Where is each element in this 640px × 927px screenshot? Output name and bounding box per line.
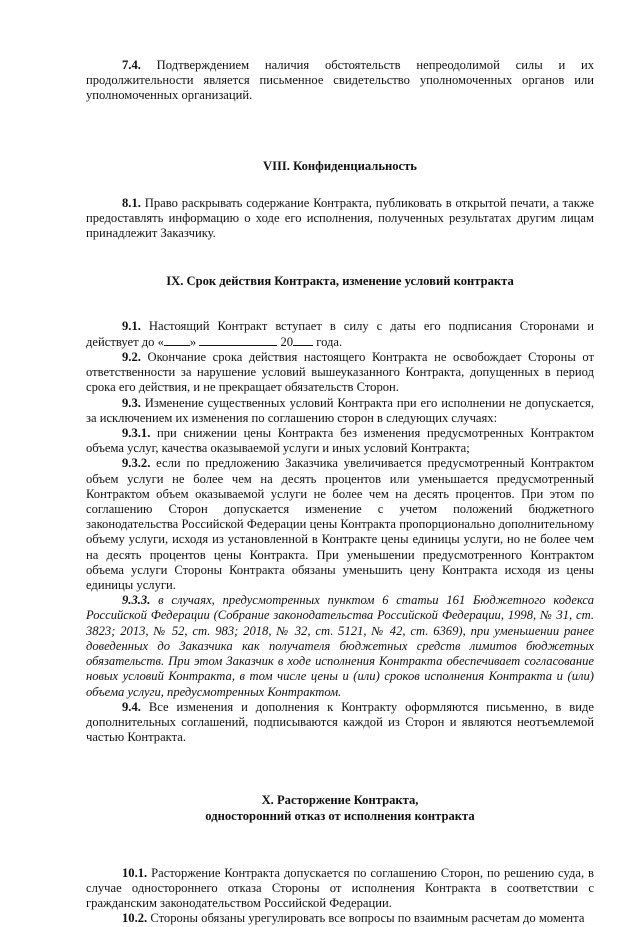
clause-text: года. bbox=[313, 334, 343, 349]
clause-number: 7.4. bbox=[122, 58, 141, 72]
clause-text: Стороны обязаны урегулировать все вопросы по взаимным расчетам до момента bbox=[147, 911, 585, 926]
clause-text: Подтверждением наличия обстоятельств непреодолимой силы и их продолжительности является письменное свидетельство уполномоченных органов или уполномоченных организаций. bbox=[86, 58, 594, 103]
clause-number: 9.2. bbox=[122, 350, 141, 365]
clause-number: 9.1. bbox=[122, 318, 141, 333]
section-heading-10-line1: X. Расторжение Контракта, bbox=[261, 793, 419, 808]
clause-number: 9.4. bbox=[122, 699, 141, 714]
clause-number: 9.3. bbox=[122, 395, 141, 410]
clause-8-1 bbox=[86, 196, 594, 242]
year-blank bbox=[293, 334, 313, 346]
clause-text: Изменение существенных условий Контракта при его исполнении не допускается, за исключением их изменения по соглашению сторон в следующих случаях: bbox=[86, 395, 594, 425]
clause-text: Расторжение Контракта допускается по соглашению Сторон, по решению суда, в случае одностороннего отказа Стороны от исполнения Контракта в соответствии с гражданским законодательством Российской Федерации. bbox=[86, 865, 594, 911]
clause-text: при снижении цены Контракта без изменения предусмотренных Контрактом объема услуг, качества оказываемой услуги и иных условий Контракта; bbox=[86, 426, 594, 456]
clause-text: Окончание срока действия настоящего Контракта не освобождает Стороны от ответственности за нарушение условий вышеуказанного Контракта, допущенных в период срока его действия, и не прекращает обязательств Сторон. bbox=[86, 350, 594, 395]
clause-9-3-3 bbox=[86, 593, 594, 699]
clause-10-1 bbox=[86, 866, 594, 912]
clause-7-4 bbox=[86, 58, 594, 104]
clause-10-2 bbox=[86, 911, 594, 926]
clause-number: 10.1. bbox=[122, 865, 148, 880]
clause-text: Право раскрывать содержание Контракта, публиковать в открытой печати, а также предоставлять информацию о ходе его исполнения, полученных результатах другим лицам принадлежит Заказчику. bbox=[86, 195, 594, 241]
clause-text: 20 bbox=[280, 334, 294, 349]
clause-number: 9.3.3. bbox=[122, 593, 151, 608]
clause-text: Все изменения и дополнения к Контракту оформляются письменно, в виде дополнительных соглашений, подписываются каждой из Сторон и являются неотъемлемой частью Контракта. bbox=[86, 699, 594, 745]
clause-9-2 bbox=[86, 350, 594, 396]
document-page bbox=[86, 58, 594, 927]
clause-9-3 bbox=[86, 396, 594, 426]
clause-number: 8.1. bbox=[122, 195, 141, 210]
clause-text: в случаях, предусмотренных пунктом 6 статьи 161 Бюджетного кодекса Российской Федерации (Собрание законодательства Российской Федерации, 1998, № 31, ст. 3823; 2013, № 52, ст. 983; 2018, № 32, ст. 5121, № 42, ст. 6369), при уменьшении ранее доведенных до Заказчика как получателя бюджетных средств лимитов бюджетных обязательств. При этом Заказчик в ходе исполнения Контракта обеспечивает согласование новых условий Контракта, в том числе цены и (или) сроков исполнения Контракта и (или) объема услуги, предусмотренных Контрактом. bbox=[86, 593, 594, 699]
section-heading-8: VIII. Конфиденциальность bbox=[263, 158, 417, 173]
clause-9-1 bbox=[86, 319, 594, 350]
clause-number: 9.3.2. bbox=[122, 456, 151, 471]
clause-number: 10.2. bbox=[122, 911, 148, 926]
day-blank bbox=[164, 334, 190, 346]
month-blank bbox=[199, 334, 277, 346]
section-heading-10-line2: односторонний отказ от исполнения контракта bbox=[205, 808, 475, 823]
clause-text: » bbox=[189, 334, 197, 349]
clause-text: Настоящий Контракт вступает в силу с даты его подписания Сторонами и действует до « bbox=[86, 318, 594, 349]
clause-text: если по предложению Заказчика увеличивается предусмотренный Контрактом объем услуги не более чем на десять процентов или уменьшается предусмотренный Контрактом объем оказываемой услуги не более чем на десять процентов. При этом по соглашению Сторон допускается изменение с учетом положений бюджетного законодательства Российской Федерации цены Контракта пропорционально дополнительному объему услуги, исходя из установленной в Контракте цены единицы услуги, но не более чем на десять процентов цены Контракта. При уменьшении предусмотренного Контрактом объема услуги Стороны Контракта обязаны уменьшить цену Контракта исходя из цены единицы услуги. bbox=[86, 456, 594, 593]
clause-9-4 bbox=[86, 700, 594, 746]
clause-number: 9.3.1. bbox=[122, 426, 151, 441]
section-heading-9: IX. Срок действия Контракта, изменение условий контракта bbox=[166, 274, 514, 289]
clause-9-3-2 bbox=[86, 456, 594, 593]
clause-9-3-1 bbox=[86, 426, 594, 456]
